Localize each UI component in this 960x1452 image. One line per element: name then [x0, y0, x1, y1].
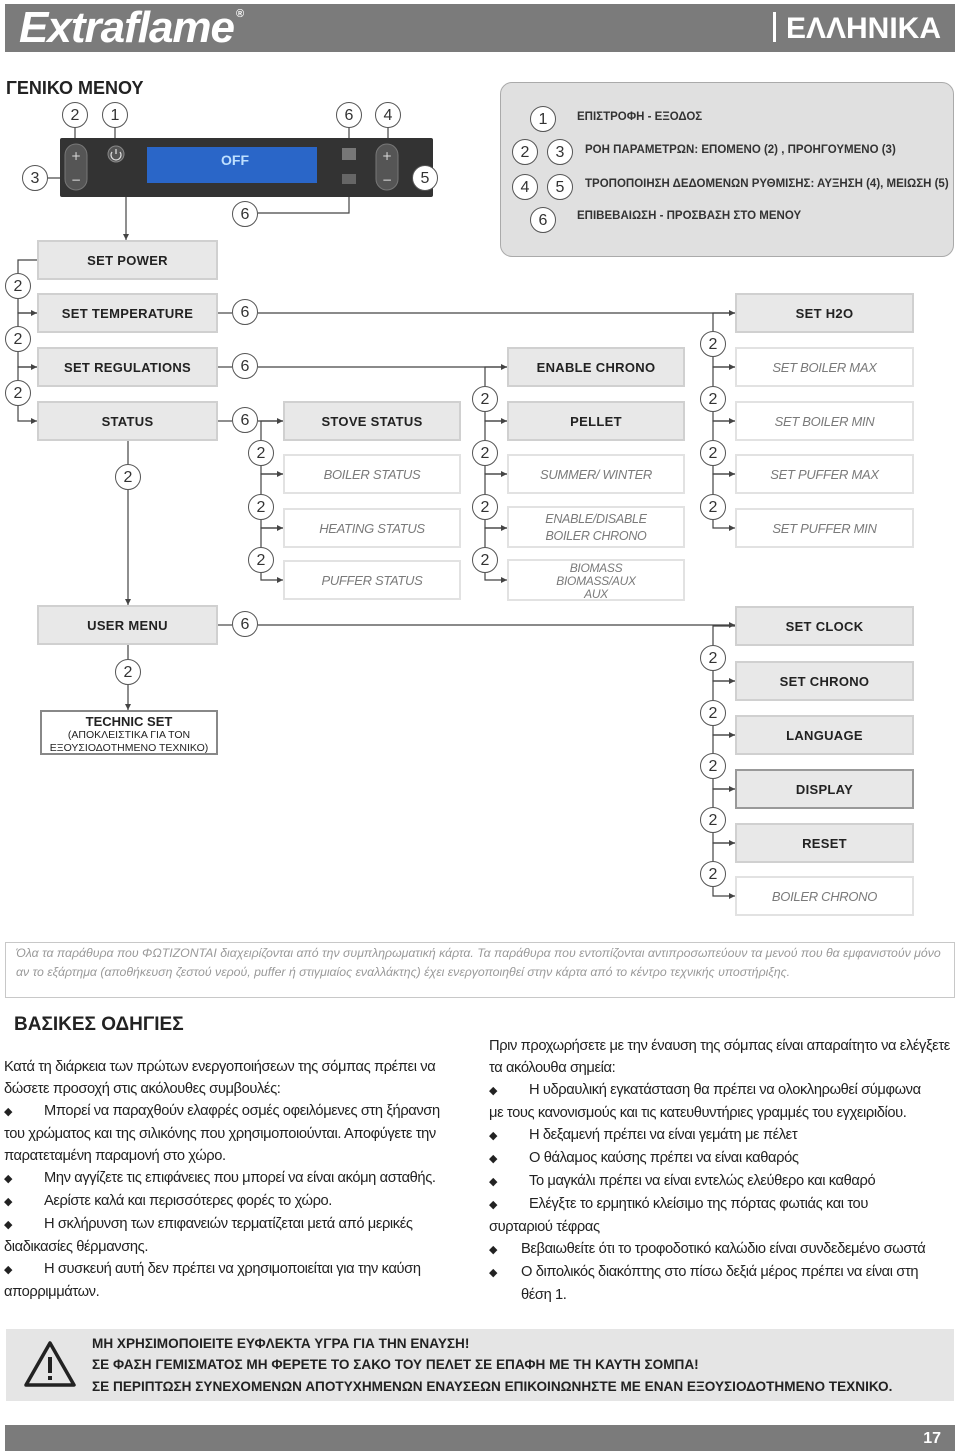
right-bullet-continued: θέση 1. — [521, 1287, 567, 1303]
left-intro: Κατά τη διάρκεια των πρώτων ενεργοποιήσεων της σόμπας πρέπει να δώσετε προσοχή στις ακόλουθες συμβουλές: — [4, 1059, 436, 1097]
menu-technic-set[interactable] — [40, 710, 218, 755]
extraflame-logo: Extraflame ® — [19, 3, 244, 52]
key-next-circle: 2 — [700, 494, 726, 520]
technic-set-note-1: (ΑΠΟΚΛΕΙΣΤΙΚΑ ΓΙΑ ΤΟΝ — [67, 729, 191, 741]
callout-6: 6 — [336, 102, 362, 128]
menu-boiler-status[interactable]: BOILER STATUS — [283, 454, 461, 494]
legend-key-5: 5 — [547, 174, 573, 200]
left-bullet-continued: του χρώματος και της σιλικόνης που χρησιμοποιούνται. Αποφύγετε την παρατεταμένη παραμονή στο χώρο. — [4, 1126, 436, 1164]
callout-5: 5 — [412, 165, 438, 191]
legend-key-2: 2 — [512, 139, 538, 165]
menu-heating-status[interactable]: HEATING STATUS — [283, 508, 461, 548]
menu-enable-disable-boiler-chrono[interactable]: ENABLE/DISABLE BOILER CHRONO — [507, 506, 685, 548]
left-instructions — [4, 1056, 472, 1303]
right-bullet: ◆ Βεβαιωθείτε ότι το τροφοδοτικό καλώδιο είναι συνδεδεμένο σωστά — [489, 1241, 926, 1257]
key-next-circle: 2 — [700, 700, 726, 726]
key-next-circle: 2 — [700, 645, 726, 671]
menu-set-boiler-min[interactable]: SET BOILER MIN — [735, 401, 914, 441]
key-enter-circle: 6 — [232, 353, 258, 379]
key-next-circle: 2 — [472, 440, 498, 466]
basic-instructions-title: ΒΑΣΙΚΕΣ ΟΔΗΓΙΕΣ — [14, 1014, 184, 1035]
callout-1: 1 — [102, 102, 128, 128]
right-bullet: ◆ Η υδραυλική εγκατάσταση θα πρέπει να ολοκληρωθεί σύμφωνα — [489, 1082, 921, 1098]
key-next-circle: 2 — [700, 386, 726, 412]
menu-status[interactable]: STATUS — [37, 401, 218, 441]
key-next-circle: 2 — [700, 440, 726, 466]
key-next-circle: 2 — [700, 753, 726, 779]
key-next-circle: 2 — [248, 440, 274, 466]
key-next-circle: 2 — [115, 464, 141, 490]
legend-key-3: 3 — [547, 139, 573, 165]
legend-key-4: 4 — [512, 174, 538, 200]
menu-display[interactable]: DISPLAY — [735, 769, 914, 809]
legend-text-scroll: ΡΟΗ ΠΑΡΑΜΕΤΡΩΝ: ΕΠΟΜΕΝΟ (2) , ΠΡΟΗΓΟΥΜΕΝΟ (3) — [585, 144, 896, 156]
key-next-circle: 2 — [115, 659, 141, 685]
section-title: ΓΕΝΙΚΟ ΜΕΝΟΥ — [6, 78, 144, 98]
callout-3: 3 — [22, 165, 48, 191]
key-next-circle: 2 — [700, 861, 726, 887]
menu-set-power[interactable]: SET POWER — [37, 240, 218, 280]
warning-line-3: ΣΕ ΠΕΡΙΠΤΩΣΗ ΣΥΝΕΧΟΜΕΝΩΝ ΑΠΟΤΥΧΗΜΕΝΩΝ ΕΝΑΥΣΕΩΝ ΕΠΙΚΟΙΝΩΝΗΣΤΕ ΜΕ ΕΝΑΝ ΕΞΟΥΣΙΟΔΟΤΗΜΕΝΟ ΤΕΧΝΙΚΟ. — [92, 1379, 893, 1394]
menu-set-puffer-max[interactable]: SET PUFFER MAX — [735, 454, 914, 494]
key-enter-circle: 6 — [232, 299, 258, 325]
callout-2: 2 — [62, 102, 88, 128]
legend-key-1: 1 — [530, 106, 556, 132]
menu-set-regulations[interactable]: SET REGULATIONS — [37, 347, 218, 387]
left-bullet: ◆ Η συσκευή αυτή δεν πρέπει να χρησιμοποιείται για την καύση απορριμμάτων. — [4, 1261, 421, 1300]
right-bullet: ◆ Το μαγκάλι πρέπει να είναι εντελώς ελεύθερο και καθαρό — [489, 1173, 876, 1189]
right-bullet: ◆ Η δεξαμενή πρέπει να είναι γεμάτη με πέλετ — [489, 1127, 798, 1143]
menu-boiler-chrono[interactable]: BOILER CHRONO — [735, 876, 914, 916]
key-legend — [500, 82, 954, 257]
right-bullet: ◆ Ο θάλαμος καύσης πρέπει να είναι καθαρός — [489, 1150, 799, 1166]
warning-line-1: ΜΗ ΧΡΗΣΙΜΟΠΟΙΕΙΤΕ ΕΥΦΛΕΚΤΑ ΥΓΡΑ ΓΙΑ ΤΗΝ ΕΝΑΥΣΗ! — [92, 1336, 470, 1351]
menu-set-boiler-max[interactable]: SET BOILER MAX — [735, 347, 914, 387]
callout-6-enter: 6 — [232, 201, 258, 227]
key-next-circle: 2 — [700, 331, 726, 357]
menu-language[interactable]: LANGUAGE — [735, 715, 914, 755]
menu-enable-chrono[interactable]: ENABLE CHRONO — [507, 347, 685, 387]
key-next-circle: 2 — [472, 494, 498, 520]
menu-pellet[interactable]: PELLET — [507, 401, 685, 441]
svg-text:+: + — [381, 149, 393, 163]
menu-set-h2o[interactable]: SET H2O — [735, 293, 914, 333]
key-next-circle: 2 — [5, 326, 31, 352]
svg-text:−: − — [381, 173, 393, 187]
key-next-circle: 2 — [248, 494, 274, 520]
technic-set-note-2: ΕΞΟΥΣΙΟΔΟΤΗΜΕΝΟ ΤΕΧΝΙΚΟ) — [49, 742, 209, 754]
right-bullet-continued: με τους κανονισμούς και τις κατευθυντήριες γραμμές του εγχειριδίου. — [489, 1105, 907, 1121]
menu-set-clock[interactable]: SET CLOCK — [735, 606, 914, 646]
menu-set-puffer-min[interactable]: SET PUFFER MIN — [735, 508, 914, 548]
left-bullet: ◆ Η σκλήρυνση των επιφανειών τερματίζεται μετά από μερικές διαδικασίες θέρμανσης. — [4, 1216, 413, 1255]
right-bullet: ◆ Ελέγξτε το ερμητικό κλείσιμο της πόρτας φωτιάς και του — [489, 1196, 868, 1212]
menu-reset[interactable]: RESET — [735, 823, 914, 863]
panel-display: OFF — [147, 147, 317, 183]
svg-text:−: − — [70, 173, 82, 187]
page-footer — [5, 1425, 955, 1451]
key-next-circle: 2 — [700, 807, 726, 833]
key-next-circle: 2 — [472, 386, 498, 412]
legend-key-6: 6 — [530, 207, 556, 233]
left-bullet: ◆ Μπορεί να παραχθούν ελαφρές οσμές οφειλόμενες στη ξήρανση — [4, 1103, 440, 1119]
right-bullet: ◆ Ο διπολικός διακόπτης στο πίσω δεξιά μέρος πρέπει να είναι στη — [489, 1264, 919, 1280]
language-label: ΕΛΛΗΝΙΚΑ — [773, 4, 941, 52]
right-bullet-continued: συρταριού τέφρας — [489, 1219, 600, 1235]
key-enter-circle: 6 — [232, 611, 258, 637]
menu-biomass-aux[interactable]: BIOMASS BIOMASS/AUX AUX — [507, 559, 685, 601]
key-next-circle: 2 — [472, 547, 498, 573]
key-next-circle: 2 — [248, 547, 274, 573]
left-bullet: ◆ Μην αγγίζετε τις επιφάνειες που μπορεί να είναι ακόμη ασταθής. — [4, 1170, 436, 1186]
key-next-circle: 2 — [5, 380, 31, 406]
menu-summer-winter[interactable]: SUMMER/ WINTER — [507, 454, 685, 494]
menu-set-chrono[interactable]: SET CHRONO — [735, 661, 914, 701]
svg-text:+: + — [70, 149, 82, 163]
warning-line-2: ΣΕ ΦΑΣΗ ΓΕΜΙΣΜΑΤΟΣ ΜΗ ΦΕΡΕΤΕ ΤΟ ΣΑΚΟ ΤΟΥ ΠΕΛΕΤ ΣΕ ΕΠΑΦΗ ΜΕ ΤΗ ΚΑΥΤΗ ΣΟΜΠΑ! — [92, 1357, 699, 1372]
legend-text-confirm: ΕΠΙΒΕΒΑΙΩΣΗ - ΠΡΟΣΒΑΣΗ ΣΤΟ ΜΕΝΟΥ — [577, 210, 802, 222]
key-next-circle: 2 — [5, 273, 31, 299]
warning-box — [6, 1329, 954, 1401]
warning-icon — [20, 1335, 80, 1395]
left-bullet: ◆ Αερίστε καλά και περισσότερες φορές το χώρο. — [4, 1193, 332, 1209]
legend-text-exit: ΕΠΙΣΤΡΟΦΗ - ΕΞΟΔΟΣ — [577, 111, 703, 123]
right-instructions — [489, 1035, 957, 1306]
menu-user-menu[interactable]: USER MENU — [37, 605, 218, 645]
menu-set-temperature[interactable]: SET TEMPERATURE — [37, 293, 218, 333]
right-intro: Πριν προχωρήσετε με την έναυση της σόμπας είναι απαραίτητο να ελέγξετε τα ακόλουθα σημεία: — [489, 1038, 950, 1076]
legend-text-modify: ΤΡΟΠΟΠΟΙΗΣΗ ΔΕΔΟΜΕΝΩΝ ΡΥΘΜΙΣΗΣ: ΑΥΞΗΣΗ (4), ΜΕΙΩΣΗ (5) — [585, 178, 949, 190]
key-enter-circle: 6 — [232, 407, 258, 433]
callout-4: 4 — [375, 102, 401, 128]
menu-puffer-status[interactable]: PUFFER STATUS — [283, 560, 461, 600]
technic-set-title: TECHNIC SET — [85, 714, 173, 729]
menu-stove-status[interactable]: STOVE STATUS — [283, 401, 461, 441]
accessory-note: Όλα τα παράθυρα που ΦΩΤΙΖΟΝΤΑΙ διαχειρίζονται από την συμπληρωματική κάρτα. Τα παράθυρα που εντοπίζονται αντιπροσωπεύουν τα μενού που θα εμφανιστούν μόνο αν το εξάρτημα (αποθήκευση ζεστού νερού, puffer ή στιγμιαίος εναλλάκτης) έχει ενεργοποιηθεί στην κάρτα από το κέντρο τεχνικής υποστήριξης. — [5, 942, 955, 998]
page-number: 17 — [923, 1430, 941, 1447]
